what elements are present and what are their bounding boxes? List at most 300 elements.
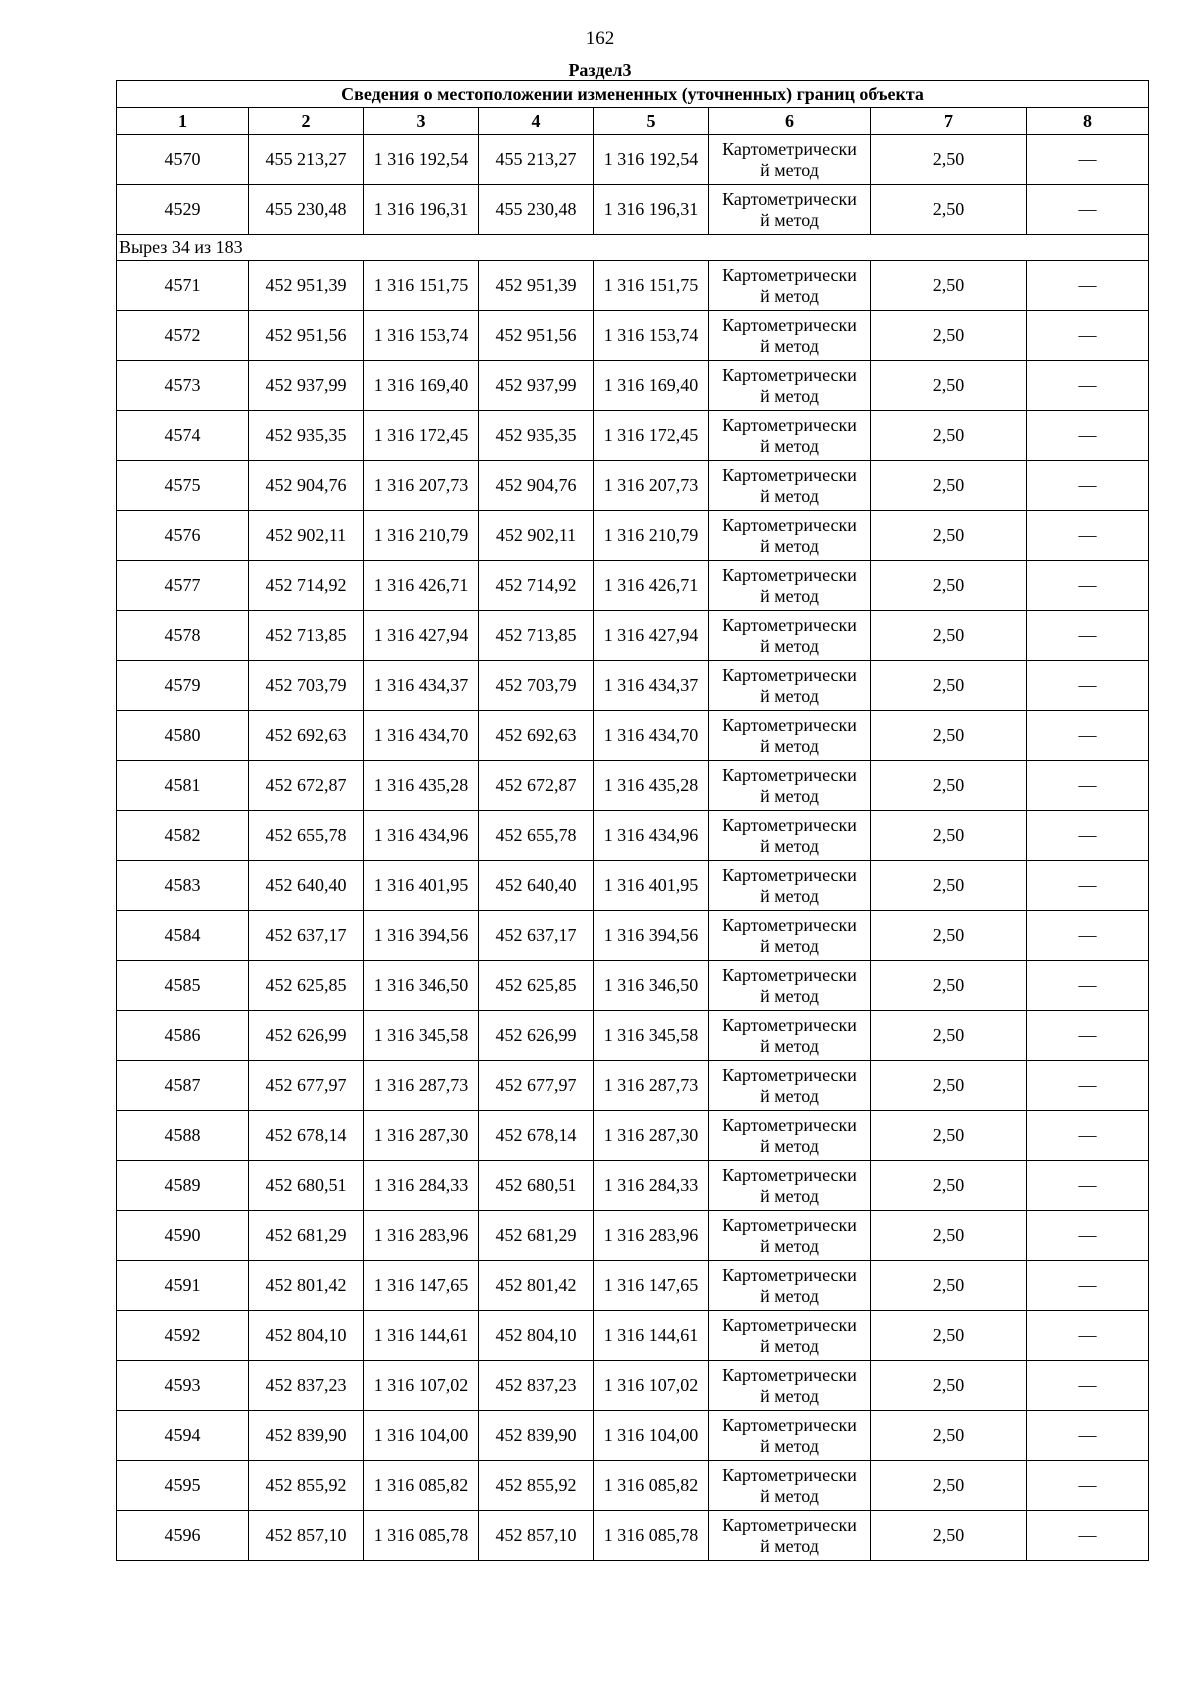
cell-y1: 1 316 169,40 — [364, 361, 479, 411]
column-number: 8 — [1027, 108, 1149, 135]
cell-x1: 452 839,90 — [249, 1411, 364, 1461]
cell-y1: 1 316 401,95 — [364, 861, 479, 911]
method-line: Картометрически — [722, 414, 857, 435]
cell-n: 4591 — [117, 1261, 249, 1311]
page-number: 162 — [585, 28, 615, 49]
cell-method — [709, 761, 871, 811]
cell-y1: 1 316 085,78 — [364, 1511, 479, 1561]
cell-y1: 1 316 284,33 — [364, 1161, 479, 1211]
cell-y1: 1 316 196,31 — [364, 185, 479, 235]
cell-accuracy: 2,50 — [871, 1161, 1027, 1211]
method-line: Картометрически — [722, 664, 857, 685]
section-cut-row — [117, 235, 1149, 261]
cell-x1: 452 714,92 — [249, 561, 364, 611]
cell-extra: — — [1027, 711, 1149, 761]
cell-accuracy: 2,50 — [871, 461, 1027, 511]
table-row — [117, 261, 1149, 311]
method-line: Картометрически — [722, 464, 857, 485]
cell-n: 4576 — [117, 511, 249, 561]
cell-x2: 452 857,10 — [479, 1511, 594, 1561]
coordinates-table — [116, 80, 1149, 1561]
table-row — [117, 661, 1149, 711]
cell-x2: 455 213,27 — [479, 135, 594, 185]
cell-x2: 452 713,85 — [479, 611, 594, 661]
cell-x2: 452 937,99 — [479, 361, 594, 411]
method-line: й метод — [760, 885, 819, 906]
cell-y2: 1 316 394,56 — [594, 911, 709, 961]
method-line: Картометрически — [722, 714, 857, 735]
cell-y2: 1 316 144,61 — [594, 1311, 709, 1361]
method-line: Картометрически — [722, 1464, 857, 1485]
cell-method — [709, 1061, 871, 1111]
method-line: Картометрически — [722, 1114, 857, 1135]
method-line: й метод — [760, 785, 819, 806]
cell-extra: — — [1027, 511, 1149, 561]
cell-accuracy: 2,50 — [871, 761, 1027, 811]
cell-accuracy: 2,50 — [871, 811, 1027, 861]
cell-x1: 452 904,76 — [249, 461, 364, 511]
cell-x2: 452 681,29 — [479, 1211, 594, 1261]
cell-n: 4529 — [117, 185, 249, 235]
method-line: Картометрически — [722, 1264, 857, 1285]
cell-x1: 452 655,78 — [249, 811, 364, 861]
cell-accuracy: 2,50 — [871, 661, 1027, 711]
column-number: 5 — [594, 108, 709, 135]
cell-n: 4571 — [117, 261, 249, 311]
cell-x2: 452 935,35 — [479, 411, 594, 461]
cell-accuracy: 2,50 — [871, 411, 1027, 461]
table-row — [117, 861, 1149, 911]
cell-accuracy: 2,50 — [871, 1511, 1027, 1561]
method-line: й метод — [760, 1385, 819, 1406]
cell-n: 4583 — [117, 861, 249, 911]
table-row — [117, 1011, 1149, 1061]
cell-y2: 1 316 401,95 — [594, 861, 709, 911]
cell-x2: 452 801,42 — [479, 1261, 594, 1311]
column-number: 7 — [871, 108, 1027, 135]
cell-y2: 1 316 284,33 — [594, 1161, 709, 1211]
cell-y2: 1 316 434,96 — [594, 811, 709, 861]
cell-y2: 1 316 172,45 — [594, 411, 709, 461]
method-line: й метод — [760, 1335, 819, 1356]
cell-accuracy: 2,50 — [871, 1411, 1027, 1461]
cell-extra: — — [1027, 811, 1149, 861]
method-line: Картометрически — [722, 314, 857, 335]
cell-extra: — — [1027, 1011, 1149, 1061]
cell-n: 4587 — [117, 1061, 249, 1111]
method-line: Картометрически — [722, 1014, 857, 1035]
table-row — [117, 1511, 1149, 1561]
cell-x1: 452 703,79 — [249, 661, 364, 711]
cell-x1: 452 678,14 — [249, 1111, 364, 1161]
table-row — [117, 611, 1149, 661]
cell-y2: 1 316 085,78 — [594, 1511, 709, 1561]
cell-accuracy: 2,50 — [871, 961, 1027, 1011]
cell-accuracy: 2,50 — [871, 361, 1027, 411]
cell-n: 4570 — [117, 135, 249, 185]
method-line: й метод — [760, 159, 819, 180]
cell-method — [709, 1111, 871, 1161]
cell-extra: — — [1027, 1311, 1149, 1361]
cell-x2: 452 902,11 — [479, 511, 594, 561]
cell-n: 4588 — [117, 1111, 249, 1161]
cell-y1: 1 316 287,30 — [364, 1111, 479, 1161]
cell-method — [709, 135, 871, 185]
table-row — [117, 461, 1149, 511]
cell-n: 4577 — [117, 561, 249, 611]
cell-n: 4596 — [117, 1511, 249, 1561]
method-line: Картометрически — [722, 964, 857, 985]
cell-x2: 452 951,39 — [479, 261, 594, 311]
cell-x2: 452 678,14 — [479, 1111, 594, 1161]
cell-method — [709, 511, 871, 561]
cell-extra: — — [1027, 311, 1149, 361]
table-row — [117, 311, 1149, 361]
cell-extra: — — [1027, 411, 1149, 461]
method-line: й метод — [760, 1535, 819, 1556]
table-caption: Сведения о местоположении измененных (уточненных) границ объекта — [117, 81, 1149, 108]
table-row — [117, 1311, 1149, 1361]
cell-x1: 452 951,39 — [249, 261, 364, 311]
section-cut-label: Вырез 34 из 183 — [117, 235, 1149, 261]
cell-extra: — — [1027, 261, 1149, 311]
cell-method — [709, 811, 871, 861]
cell-y1: 1 316 147,65 — [364, 1261, 479, 1311]
cell-n: 4593 — [117, 1361, 249, 1411]
cell-n: 4592 — [117, 1311, 249, 1361]
cell-y2: 1 316 210,79 — [594, 511, 709, 561]
cell-y2: 1 316 435,28 — [594, 761, 709, 811]
cell-x2: 452 625,85 — [479, 961, 594, 1011]
table-row — [117, 511, 1149, 561]
cell-y2: 1 316 169,40 — [594, 361, 709, 411]
method-line: й метод — [760, 985, 819, 1006]
column-number: 6 — [709, 108, 871, 135]
method-line: й метод — [760, 735, 819, 756]
table-row — [117, 1061, 1149, 1111]
method-line: й метод — [760, 835, 819, 856]
cell-x2: 452 904,76 — [479, 461, 594, 511]
cell-accuracy: 2,50 — [871, 1361, 1027, 1411]
method-line: Картометрически — [722, 1064, 857, 1085]
cell-method — [709, 1311, 871, 1361]
method-line: Картометрически — [722, 564, 857, 585]
cell-y1: 1 316 434,96 — [364, 811, 479, 861]
cell-y2: 1 316 434,37 — [594, 661, 709, 711]
method-line: Картометрически — [722, 764, 857, 785]
cell-y2: 1 316 107,02 — [594, 1361, 709, 1411]
cell-extra: — — [1027, 961, 1149, 1011]
cell-x2: 452 714,92 — [479, 561, 594, 611]
cell-extra: — — [1027, 561, 1149, 611]
method-line: й метод — [760, 1185, 819, 1206]
cell-method — [709, 711, 871, 761]
cell-x1: 452 637,17 — [249, 911, 364, 961]
cell-y1: 1 316 104,00 — [364, 1411, 479, 1461]
cell-extra: — — [1027, 1061, 1149, 1111]
method-line: Картометрически — [722, 914, 857, 935]
cell-y2: 1 316 427,94 — [594, 611, 709, 661]
table-row — [117, 1261, 1149, 1311]
cell-x2: 452 672,87 — [479, 761, 594, 811]
table-row — [117, 961, 1149, 1011]
table-row — [117, 361, 1149, 411]
table-row — [117, 1461, 1149, 1511]
table-row — [117, 911, 1149, 961]
cell-n: 4586 — [117, 1011, 249, 1061]
cell-y1: 1 316 107,02 — [364, 1361, 479, 1411]
cell-extra: — — [1027, 1211, 1149, 1261]
cell-x2: 452 855,92 — [479, 1461, 594, 1511]
method-line: й метод — [760, 1035, 819, 1056]
cell-x2: 452 677,97 — [479, 1061, 594, 1111]
method-line: Картометрически — [722, 614, 857, 635]
cell-x1: 452 837,23 — [249, 1361, 364, 1411]
cell-method — [709, 1261, 871, 1311]
cell-extra: — — [1027, 611, 1149, 661]
cell-accuracy: 2,50 — [871, 1011, 1027, 1061]
cell-extra: — — [1027, 185, 1149, 235]
cell-accuracy: 2,50 — [871, 1311, 1027, 1361]
cell-x1: 452 935,35 — [249, 411, 364, 461]
cell-accuracy: 2,50 — [871, 135, 1027, 185]
method-line: й метод — [760, 585, 819, 606]
table-body — [117, 135, 1149, 1561]
cell-y2: 1 316 287,30 — [594, 1111, 709, 1161]
cell-x1: 452 626,99 — [249, 1011, 364, 1061]
cell-y1: 1 316 144,61 — [364, 1311, 479, 1361]
cell-method — [709, 261, 871, 311]
cell-y1: 1 316 085,82 — [364, 1461, 479, 1511]
table-row — [117, 711, 1149, 761]
column-number: 4 — [479, 108, 594, 135]
method-line: Картометрически — [722, 138, 857, 159]
cell-n: 4574 — [117, 411, 249, 461]
cell-x2: 452 837,23 — [479, 1361, 594, 1411]
cell-method — [709, 611, 871, 661]
cell-x2: 452 951,56 — [479, 311, 594, 361]
cell-x1: 452 640,40 — [249, 861, 364, 911]
column-number-row — [117, 108, 1149, 135]
cell-n: 4590 — [117, 1211, 249, 1261]
cell-extra: — — [1027, 1111, 1149, 1161]
method-line: й метод — [760, 935, 819, 956]
cell-extra: — — [1027, 1461, 1149, 1511]
table-row — [117, 1111, 1149, 1161]
cell-y1: 1 316 283,96 — [364, 1211, 479, 1261]
cell-x2: 452 804,10 — [479, 1311, 594, 1361]
method-line: й метод — [760, 285, 819, 306]
cell-y2: 1 316 196,31 — [594, 185, 709, 235]
cell-method — [709, 1461, 871, 1511]
cell-n: 4595 — [117, 1461, 249, 1511]
table-row — [117, 1411, 1149, 1461]
cell-y1: 1 316 434,37 — [364, 661, 479, 711]
cell-y1: 1 316 435,28 — [364, 761, 479, 811]
cell-extra: — — [1027, 1261, 1149, 1311]
cell-y1: 1 316 151,75 — [364, 261, 479, 311]
cell-accuracy: 2,50 — [871, 311, 1027, 361]
cell-n: 4578 — [117, 611, 249, 661]
cell-x1: 452 625,85 — [249, 961, 364, 1011]
cell-n: 4589 — [117, 1161, 249, 1211]
cell-y1: 1 316 434,70 — [364, 711, 479, 761]
cell-method — [709, 561, 871, 611]
table-row — [117, 1361, 1149, 1411]
cell-x1: 452 801,42 — [249, 1261, 364, 1311]
cell-x2: 452 637,17 — [479, 911, 594, 961]
cell-method — [709, 1511, 871, 1561]
method-line: й метод — [760, 385, 819, 406]
table-row — [117, 1211, 1149, 1261]
method-line: Картометрически — [722, 1314, 857, 1335]
cell-y1: 1 316 427,94 — [364, 611, 479, 661]
cell-method — [709, 411, 871, 461]
cell-y1: 1 316 346,50 — [364, 961, 479, 1011]
cell-extra: — — [1027, 861, 1149, 911]
method-line: Картометрически — [722, 814, 857, 835]
cell-n: 4572 — [117, 311, 249, 361]
cell-accuracy: 2,50 — [871, 185, 1027, 235]
cell-x1: 452 680,51 — [249, 1161, 364, 1211]
cell-accuracy: 2,50 — [871, 1461, 1027, 1511]
cell-x2: 452 626,99 — [479, 1011, 594, 1061]
cell-accuracy: 2,50 — [871, 1261, 1027, 1311]
table-row — [117, 1161, 1149, 1211]
cell-y1: 1 316 192,54 — [364, 135, 479, 185]
cell-x1: 452 672,87 — [249, 761, 364, 811]
method-line: Картометрически — [722, 514, 857, 535]
cell-x1: 452 902,11 — [249, 511, 364, 561]
method-line: й метод — [760, 435, 819, 456]
method-line: Картометрически — [722, 1414, 857, 1435]
cell-x2: 452 839,90 — [479, 1411, 594, 1461]
cell-extra: — — [1027, 1411, 1149, 1461]
method-line: Картометрически — [722, 1164, 857, 1185]
method-line: Картометрически — [722, 1214, 857, 1235]
method-line: Картометрически — [722, 364, 857, 385]
cell-y1: 1 316 287,73 — [364, 1061, 479, 1111]
cell-accuracy: 2,50 — [871, 861, 1027, 911]
table-row — [117, 135, 1149, 185]
cell-method — [709, 361, 871, 411]
cell-x2: 452 703,79 — [479, 661, 594, 711]
table-row — [117, 185, 1149, 235]
cell-y2: 1 316 346,50 — [594, 961, 709, 1011]
method-line: й метод — [760, 685, 819, 706]
method-line: Картометрически — [722, 264, 857, 285]
cell-y2: 1 316 434,70 — [594, 711, 709, 761]
cell-n: 4585 — [117, 961, 249, 1011]
column-number: 2 — [249, 108, 364, 135]
cell-n: 4573 — [117, 361, 249, 411]
table-row — [117, 811, 1149, 861]
table-row — [117, 761, 1149, 811]
column-number: 1 — [117, 108, 249, 135]
cell-y2: 1 316 147,65 — [594, 1261, 709, 1311]
cell-method — [709, 185, 871, 235]
cell-accuracy: 2,50 — [871, 1061, 1027, 1111]
cell-accuracy: 2,50 — [871, 1111, 1027, 1161]
cell-n: 4582 — [117, 811, 249, 861]
cell-method — [709, 961, 871, 1011]
table-row — [117, 411, 1149, 461]
method-line: й метод — [760, 1135, 819, 1156]
cell-y1: 1 316 345,58 — [364, 1011, 479, 1061]
cell-accuracy: 2,50 — [871, 911, 1027, 961]
cell-method — [709, 1161, 871, 1211]
method-line: Картометрически — [722, 1514, 857, 1535]
method-line: й метод — [760, 1235, 819, 1256]
section-title: Раздел3 — [568, 60, 632, 80]
method-line: й метод — [760, 485, 819, 506]
cell-method — [709, 1211, 871, 1261]
cell-x1: 452 713,85 — [249, 611, 364, 661]
cell-x2: 452 640,40 — [479, 861, 594, 911]
cell-y1: 1 316 394,56 — [364, 911, 479, 961]
cell-accuracy: 2,50 — [871, 1211, 1027, 1261]
cell-extra: — — [1027, 361, 1149, 411]
cell-accuracy: 2,50 — [871, 511, 1027, 561]
cell-extra: — — [1027, 661, 1149, 711]
cell-n: 4579 — [117, 661, 249, 711]
cell-method — [709, 861, 871, 911]
cell-extra: — — [1027, 135, 1149, 185]
cell-x1: 452 857,10 — [249, 1511, 364, 1561]
cell-extra: — — [1027, 911, 1149, 961]
table-row — [117, 561, 1149, 611]
cell-x1: 452 681,29 — [249, 1211, 364, 1261]
cell-y2: 1 316 085,82 — [594, 1461, 709, 1511]
cell-accuracy: 2,50 — [871, 711, 1027, 761]
column-number: 3 — [364, 108, 479, 135]
cell-method — [709, 1011, 871, 1061]
cell-y2: 1 316 207,73 — [594, 461, 709, 511]
method-line: й метод — [760, 1085, 819, 1106]
cell-method — [709, 911, 871, 961]
cell-accuracy: 2,50 — [871, 261, 1027, 311]
table-caption-row — [117, 81, 1149, 108]
cell-method — [709, 1361, 871, 1411]
cell-x1: 455 213,27 — [249, 135, 364, 185]
cell-method — [709, 461, 871, 511]
cell-n: 4594 — [117, 1411, 249, 1461]
cell-x2: 452 655,78 — [479, 811, 594, 861]
cell-extra: — — [1027, 1511, 1149, 1561]
cell-x2: 452 692,63 — [479, 711, 594, 761]
cell-x1: 452 951,56 — [249, 311, 364, 361]
cell-accuracy: 2,50 — [871, 561, 1027, 611]
cell-method — [709, 311, 871, 361]
cell-extra: — — [1027, 461, 1149, 511]
cell-y2: 1 316 287,73 — [594, 1061, 709, 1111]
cell-y2: 1 316 345,58 — [594, 1011, 709, 1061]
method-line: Картометрически — [722, 1364, 857, 1385]
cell-method — [709, 661, 871, 711]
cell-y1: 1 316 153,74 — [364, 311, 479, 361]
cell-x1: 452 804,10 — [249, 1311, 364, 1361]
cell-n: 4581 — [117, 761, 249, 811]
cell-method — [709, 1411, 871, 1461]
cell-y2: 1 316 283,96 — [594, 1211, 709, 1261]
method-line: й метод — [760, 335, 819, 356]
cell-x1: 452 677,97 — [249, 1061, 364, 1111]
cell-y2: 1 316 192,54 — [594, 135, 709, 185]
cell-y2: 1 316 151,75 — [594, 261, 709, 311]
cell-y1: 1 316 210,79 — [364, 511, 479, 561]
method-line: Картометрически — [722, 864, 857, 885]
method-line: й метод — [760, 535, 819, 556]
